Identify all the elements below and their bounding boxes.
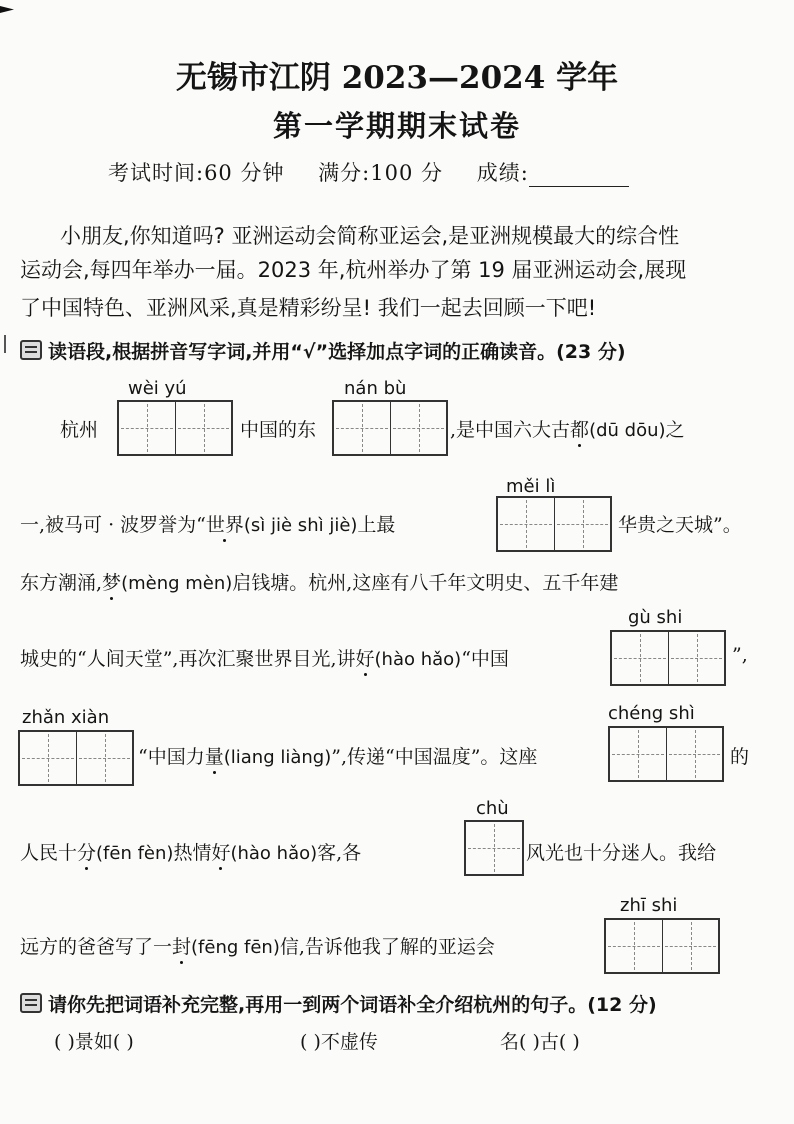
section-icon xyxy=(20,340,42,360)
pinyin-chengshi: chéng shì xyxy=(608,703,695,724)
exam-meta xyxy=(108,157,655,187)
line4-text-b: ”, xyxy=(732,644,748,666)
answer-grid-chu[interactable] xyxy=(464,820,524,876)
line5-text-a: “中国力量(liang liàng)”,传递“中国温度”。这座 xyxy=(138,746,538,768)
line3-text: 东方潮涌,梦(mèng mèn)启钱塘。杭州,这座有八千年文明史、五千年建 xyxy=(20,572,619,594)
answer-grid-nanbu[interactable] xyxy=(332,400,448,456)
exam-full-score: 满分:100 分 xyxy=(318,161,444,185)
intro-line-1: 小朋友,你知道吗? 亚洲运动会简称亚运会,是亚洲规模最大的综合性 xyxy=(60,224,680,248)
option-liang[interactable]: (liang liàng) xyxy=(223,747,332,768)
idiom-blank-1[interactable]: ( )景如( ) xyxy=(54,1031,134,1053)
line6-text-b: 风光也十分迷人。我给 xyxy=(526,842,717,864)
line1-text-a: 杭州 xyxy=(60,419,99,441)
pinyin-chu: chù xyxy=(476,798,509,819)
option-du-dou[interactable]: (dū dōu) xyxy=(589,420,666,441)
answer-grid-weiyu[interactable] xyxy=(117,400,233,456)
section-1-title: 读语段,根据拼音写字词,并用“√”选择加点字词的正确读音。(23 分) xyxy=(48,341,626,363)
exam-time: 考试时间:60 分钟 xyxy=(108,161,285,185)
option-shijie[interactable]: (sì jiè shì jiè) xyxy=(243,515,358,536)
pinyin-zhanxian: zhǎn xiàn xyxy=(22,707,110,728)
answer-grid-zhishi[interactable] xyxy=(604,918,720,974)
option-meng[interactable]: (mèng mèn) xyxy=(121,573,233,594)
margin-bar xyxy=(4,335,6,353)
intro-line-2: 运动会,每四年举办一届。2023 年,杭州举办了第 19 届亚洲运动会,展现 xyxy=(20,258,687,282)
idiom-blank-2[interactable]: ( )不虚传 xyxy=(300,1031,378,1053)
section-1-heading xyxy=(20,337,626,364)
option-hao-1[interactable]: (hào hǎo) xyxy=(374,649,462,670)
line1-text-b: 中国的东 xyxy=(240,419,317,441)
pinyin-zhishi: zhī shi xyxy=(620,895,678,916)
exam-grade-label: 成绩: xyxy=(476,161,529,185)
line2-text-b: 华贵之天城”。 xyxy=(618,514,742,536)
line4-text-a: 城史的“人间天堂”,再次汇聚世界目光,讲好(hào hǎo)“中国 xyxy=(20,648,509,670)
line2-text-a: 一,被马可 · 波罗誉为“世界(sì jiè shì jiè)上最 xyxy=(20,514,396,536)
pinyin-nanbu: nán bù xyxy=(344,378,407,399)
line7-text: 远方的爸爸写了一封(fēng fēn)信,告诉他我了解的亚运会 xyxy=(20,936,495,958)
option-fen[interactable]: (fēn fèn) xyxy=(96,843,174,864)
corner-mark-icon xyxy=(0,6,14,13)
pinyin-weiyu: wèi yú xyxy=(128,378,187,399)
grade-blank[interactable] xyxy=(529,168,629,187)
pinyin-gushi: gù shi xyxy=(628,607,683,628)
exam-title: 无锡市江阴 2023—2024 学年 xyxy=(175,60,619,96)
answer-grid-meili[interactable] xyxy=(496,496,612,552)
pinyin-meili: měi lì xyxy=(506,476,556,497)
line5-text-b: 的 xyxy=(730,746,750,768)
option-hao-2[interactable]: (hào hǎo) xyxy=(230,843,318,864)
idiom-blank-3[interactable]: 名( )古( ) xyxy=(500,1031,580,1053)
section-2-heading xyxy=(20,990,657,1017)
answer-grid-chengshi[interactable] xyxy=(608,726,724,782)
section-icon xyxy=(20,993,42,1013)
section-2-title: 请你先把词语补充完整,再用一到两个词语补全介绍杭州的句子。(12 分) xyxy=(48,994,657,1016)
exam-subtitle: 第一学期期末试卷 xyxy=(272,109,521,143)
intro-line-3: 了中国特色、亚洲风采,真是精彩纷呈! 我们一起去回顾一下吧! xyxy=(20,296,597,320)
line6-text-a: 人民十分(fēn fèn)热情好(hào hǎo)客,各 xyxy=(20,842,362,864)
answer-grid-gushi[interactable] xyxy=(610,630,726,686)
option-feng[interactable]: (fēng fēn) xyxy=(191,937,280,958)
line1-text-c: ,是中国六大古都(dū dōu)之 xyxy=(450,419,685,441)
answer-grid-zhanxian[interactable] xyxy=(18,730,134,786)
